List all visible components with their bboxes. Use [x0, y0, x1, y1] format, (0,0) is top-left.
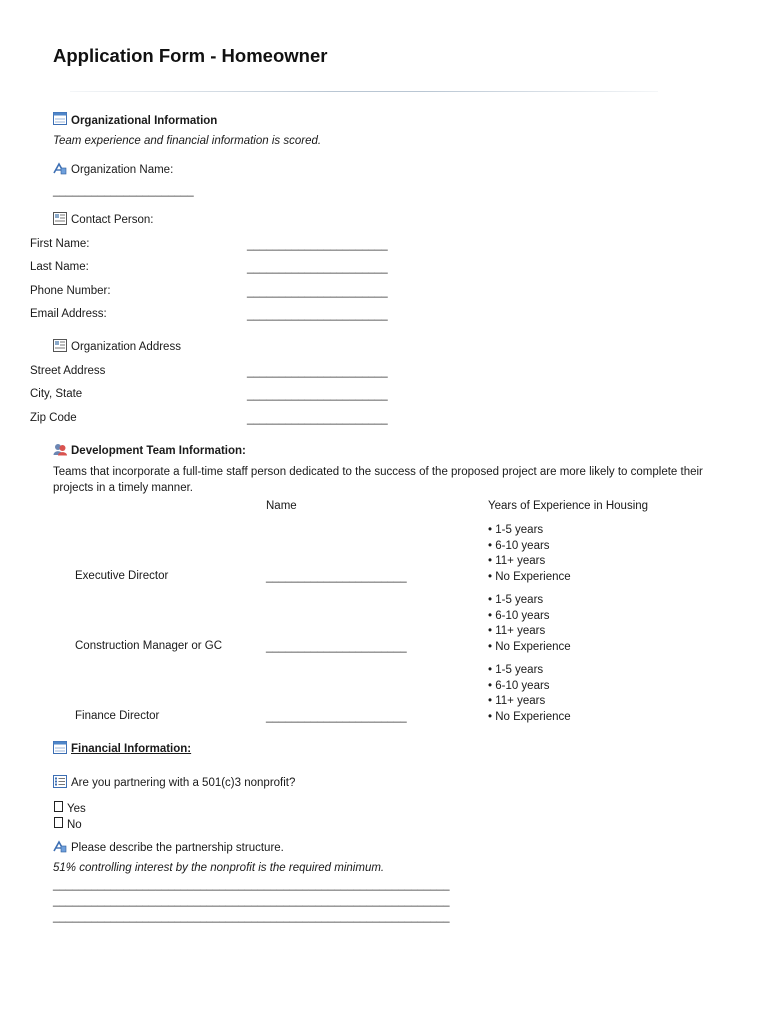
option-6-10-years: • 6-10 years [488, 609, 550, 622]
email-address-field[interactable]: ______________________ [247, 309, 388, 321]
text-field-icon [53, 162, 67, 175]
option-1-5-years: • 1-5 years [488, 524, 544, 536]
first-name-field[interactable]: ______________________ [247, 239, 388, 251]
street-address-field[interactable]: ______________________ [247, 366, 388, 378]
organization-address-label: Organization Address [71, 341, 181, 353]
experience-options [488, 663, 571, 725]
construction-manager-name-field[interactable]: ______________________ [266, 641, 407, 653]
first-name-label: First Name: [30, 238, 90, 250]
last-name-field[interactable]: ______________________ [247, 262, 388, 274]
experience-options [488, 523, 571, 585]
section-note: Team experience and financial information is scored. [53, 135, 322, 147]
org-name-label: Organization Name: [71, 164, 174, 176]
partnership-structure-label: Please describe the partnership structure. [71, 842, 284, 854]
city-state-label: City, State [30, 388, 83, 400]
experience-options [488, 593, 571, 655]
role-executive-director: Executive Director [75, 570, 169, 582]
team-icon [53, 443, 67, 456]
section-heading-organizational: Organizational Information [71, 115, 218, 127]
address-card-icon [53, 339, 67, 352]
partnership-line[interactable]: ______________________________________________________________ [53, 879, 450, 891]
no-checkbox[interactable] [54, 817, 63, 828]
title-divider [70, 91, 658, 92]
section-heading-development-team: Development Team Information: [71, 445, 246, 457]
option-1-5-years: • 1-5 years [488, 664, 544, 676]
finance-director-name-field[interactable]: ______________________ [266, 711, 407, 723]
zip-code-label: Zip Code [30, 412, 77, 424]
section-form-icon [53, 741, 67, 754]
partnership-line[interactable]: ______________________________________________________________ [53, 895, 450, 907]
phone-number-label: Phone Number: [30, 285, 111, 297]
partnership-line[interactable]: ______________________________________________________________ [53, 911, 450, 923]
phone-number-field[interactable]: ______________________ [247, 286, 388, 298]
text-field-icon [53, 840, 67, 853]
role-finance-director: Finance Director [75, 710, 160, 722]
page-title: Application Form - Homeowner [53, 45, 328, 66]
street-address-label: Street Address [30, 365, 106, 377]
section-heading-financial: Financial Information: [71, 743, 192, 755]
last-name-label: Last Name: [30, 261, 89, 273]
option-11-plus-years: • 11+ years [488, 625, 546, 637]
option-11-plus-years: • 11+ years [488, 695, 546, 707]
option-no-experience: • No Experience [488, 640, 571, 653]
zip-code-field[interactable]: ______________________ [247, 413, 388, 425]
role-construction-manager: Construction Manager or GC [75, 640, 223, 652]
yes-checkbox[interactable] [54, 801, 63, 812]
option-11-plus-years: • 11+ years [488, 555, 546, 567]
email-address-label: Email Address: [30, 308, 107, 320]
no-option-label: No [67, 819, 82, 831]
org-name-field[interactable]: ______________________ [53, 185, 194, 197]
contact-person-label: Contact Person: [71, 214, 154, 226]
column-header-name: Name [266, 500, 297, 512]
partnering-question: Are you partnering with a 501(c)3 nonprofit? [71, 777, 296, 789]
option-no-experience: • No Experience [488, 710, 571, 723]
partnership-note: 51% controlling interest by the nonprofit is the required minimum. [53, 862, 385, 874]
yes-option-label: Yes [67, 803, 86, 815]
city-state-field[interactable]: ______________________ [247, 389, 388, 401]
option-6-10-years: • 6-10 years [488, 539, 550, 552]
column-header-years: Years of Experience in Housing [488, 500, 649, 512]
team-description: Teams that incorporate a full-time staff person dedicated to the success of the proposed project are more likely to complete their projects in a timely manner. [53, 466, 703, 494]
executive-director-name-field[interactable]: ______________________ [266, 571, 407, 583]
section-form-icon [53, 112, 67, 125]
option-6-10-years: • 6-10 years [488, 679, 550, 692]
option-1-5-years: • 1-5 years [488, 594, 544, 606]
list-question-icon [53, 775, 67, 788]
option-no-experience: • No Experience [488, 570, 571, 583]
address-card-icon [53, 212, 67, 225]
